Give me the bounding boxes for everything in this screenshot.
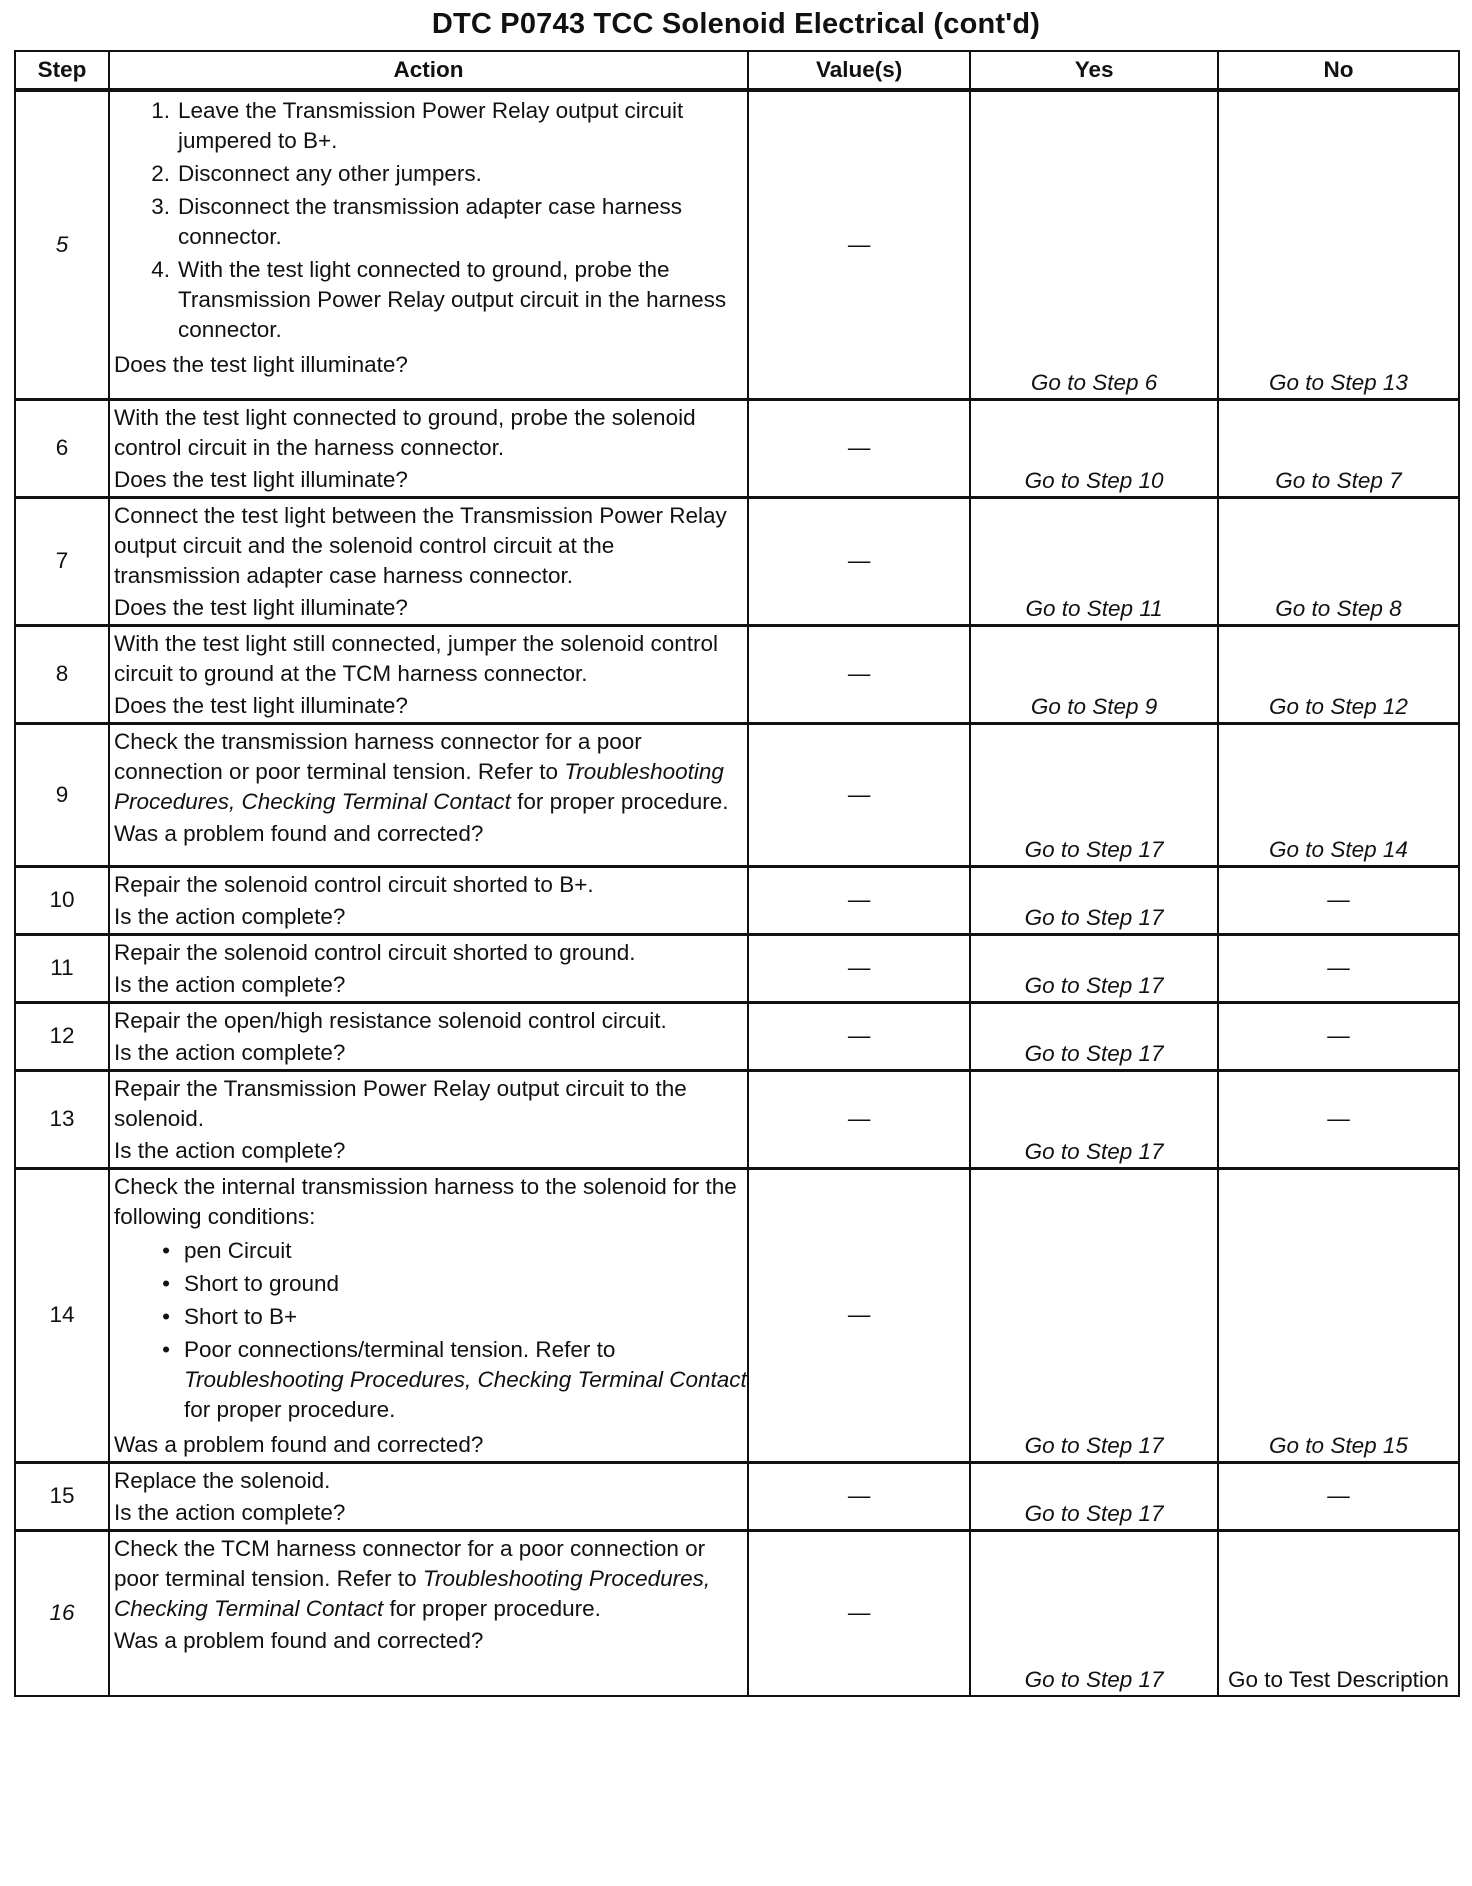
page-title: DTC P0743 TCC Solenoid Electrical (cont'd) <box>431 8 1041 40</box>
action-question: Is the action complete? <box>113 1137 346 1163</box>
table-row <box>15 1530 1459 1696</box>
action-text: Connect the test light between the Transmission Power Relay output circuit and the solenoid control circuit at the transmission adapter case harness connector. <box>113 502 727 588</box>
value-cell: — <box>748 497 970 625</box>
no-cell: — <box>1218 934 1459 1002</box>
step-number: 12 <box>15 1002 109 1070</box>
list-item: • Short to B+ <box>162 1303 298 1329</box>
table-row <box>15 497 1459 625</box>
value-cell: — <box>748 1070 970 1168</box>
yes-cell: Go to Step 17 <box>970 866 1218 934</box>
action-question: Does the test light illuminate? <box>113 594 408 620</box>
no-cell: Go to Step 14 <box>1218 723 1459 866</box>
action-text: Check the TCM harness connector for a poor connection or poor terminal tension. Refer to Troubleshooting Procedures, Checking Terminal Contact for proper procedure. <box>113 1535 711 1621</box>
action-question: Is the action complete? <box>113 1499 346 1525</box>
procedure-reference: Troubleshooting Procedures, Checking Terminal Contact <box>113 1565 711 1621</box>
yes-cell: Go to Step 10 <box>970 399 1218 497</box>
list-item: 2. Disconnect any other jumpers. <box>151 161 482 186</box>
action-question: Is the action complete? <box>113 903 346 929</box>
list-item: • Short to ground <box>162 1270 340 1296</box>
table-row <box>15 934 1459 1002</box>
yes-cell: Go to Step 17 <box>970 1530 1218 1696</box>
list-item: • pen Circuit <box>162 1237 292 1263</box>
value-cell: — <box>748 866 970 934</box>
header-no: No <box>1218 51 1459 90</box>
table-row <box>15 1070 1459 1168</box>
action-text: Check the internal transmission harness to the solenoid for the following conditions: <box>113 1173 737 1229</box>
step-number: 14 <box>15 1168 109 1462</box>
action-cell <box>109 1002 748 1070</box>
list-item: 4. With the test light connected to ground, probe the Transmission Power Relay output circuit in the harness connector. <box>151 257 727 342</box>
action-question: Does the test light illuminate? <box>113 466 408 492</box>
action-text: Replace the solenoid. <box>113 1467 331 1493</box>
step-number: 16 <box>15 1530 109 1696</box>
yes-cell: Go to Step 17 <box>970 1002 1218 1070</box>
header-step: Step <box>15 51 109 90</box>
list-item: 3. Disconnect the transmission adapter case harness connector. <box>151 194 682 249</box>
yes-cell: Go to Step 17 <box>970 934 1218 1002</box>
step-number: 10 <box>15 866 109 934</box>
no-cell: Go to Step 7 <box>1218 399 1459 497</box>
action-text: Check the transmission harness connector for a poor connection or poor terminal tension. Refer to Troubleshooting Procedures, Checking Terminal Contact for proper procedure. <box>113 728 729 814</box>
no-cell: — <box>1218 866 1459 934</box>
action-text: With the test light connected to ground, probe the solenoid control circuit in the harness connector. <box>113 404 696 460</box>
no-cell: Go to Step 15 <box>1218 1168 1459 1462</box>
list-item: • Poor connections/terminal tension. Refer to Troubleshooting Procedures, Checking Terminal Contact for proper procedure. <box>162 1336 747 1422</box>
value-cell: — <box>748 1002 970 1070</box>
step-number: 6 <box>15 399 109 497</box>
action-cell <box>109 1070 748 1168</box>
value-cell: — <box>748 1168 970 1462</box>
yes-cell: Go to Step 6 <box>970 90 1218 399</box>
action-text: Repair the solenoid control circuit shorted to ground. <box>113 939 636 965</box>
step-number: 13 <box>15 1070 109 1168</box>
action-question: Was a problem found and corrected? <box>113 1627 484 1653</box>
no-cell: Go to Step 8 <box>1218 497 1459 625</box>
table-row <box>15 399 1459 497</box>
action-text: With the test light still connected, jumper the solenoid control circuit to ground at the TCM harness connector. <box>113 630 719 686</box>
action-question: Does the test light illuminate? <box>113 692 408 718</box>
header-values: Value(s) <box>748 51 970 90</box>
value-cell: — <box>748 90 970 399</box>
table-row <box>15 723 1459 866</box>
step-number: 9 <box>15 723 109 866</box>
no-cell: Go to Test Description <box>1218 1530 1459 1696</box>
value-cell: — <box>748 399 970 497</box>
action-text: Repair the solenoid control circuit shorted to B+. <box>113 871 594 897</box>
value-cell: — <box>748 934 970 1002</box>
table-row <box>15 625 1459 723</box>
no-cell: — <box>1218 1070 1459 1168</box>
procedure-reference: Troubleshooting Procedures, Checking Terminal Contact <box>183 1366 747 1392</box>
diagnostic-table <box>14 50 1460 1697</box>
action-cell <box>109 1462 748 1530</box>
no-cell: Go to Step 12 <box>1218 625 1459 723</box>
action-cell <box>109 723 748 866</box>
action-text: Repair the Transmission Power Relay output circuit to the solenoid. <box>113 1075 687 1131</box>
value-cell: — <box>748 1462 970 1530</box>
conditions-list <box>110 1236 747 1428</box>
no-cell: — <box>1218 1002 1459 1070</box>
action-cell <box>109 866 748 934</box>
header-action: Action <box>109 51 748 90</box>
action-text: Repair the open/high resistance solenoid control circuit. <box>113 1007 667 1033</box>
action-cell <box>109 90 748 399</box>
action-cell <box>109 1168 748 1462</box>
action-question: Is the action complete? <box>113 971 346 997</box>
step-number: 15 <box>15 1462 109 1530</box>
action-question: Was a problem found and corrected? <box>113 820 484 846</box>
header-row <box>15 51 1459 90</box>
yes-cell: Go to Step 17 <box>970 1462 1218 1530</box>
value-cell: — <box>748 625 970 723</box>
yes-cell: Go to Step 17 <box>970 723 1218 866</box>
action-question: Does the test light illuminate? <box>113 352 408 377</box>
list-item: 1. Leave the Transmission Power Relay output circuit jumpered to B+. <box>151 98 684 153</box>
step-number: 7 <box>15 497 109 625</box>
action-steps-list <box>110 92 747 348</box>
action-question: Is the action complete? <box>113 1039 346 1065</box>
action-cell <box>109 934 748 1002</box>
no-cell: — <box>1218 1462 1459 1530</box>
table-row <box>15 1462 1459 1530</box>
value-cell: — <box>748 723 970 866</box>
action-cell <box>109 399 748 497</box>
table-row <box>15 90 1459 399</box>
table-row <box>15 866 1459 934</box>
yes-cell: Go to Step 9 <box>970 625 1218 723</box>
yes-cell: Go to Step 17 <box>970 1168 1218 1462</box>
step-number: 11 <box>15 934 109 1002</box>
step-number: 5 <box>15 90 109 399</box>
action-question: Was a problem found and corrected? <box>113 1431 484 1457</box>
table-row <box>15 1168 1459 1462</box>
no-cell: Go to Step 13 <box>1218 90 1459 399</box>
yes-cell: Go to Step 17 <box>970 1070 1218 1168</box>
value-cell: — <box>748 1530 970 1696</box>
action-cell <box>109 1530 748 1696</box>
action-cell <box>109 625 748 723</box>
yes-cell: Go to Step 11 <box>970 497 1218 625</box>
header-yes: Yes <box>970 51 1218 90</box>
procedure-reference: Troubleshooting Procedures, Checking Terminal Contact <box>113 758 724 814</box>
step-number: 8 <box>15 625 109 723</box>
action-cell <box>109 497 748 625</box>
table-row <box>15 1002 1459 1070</box>
